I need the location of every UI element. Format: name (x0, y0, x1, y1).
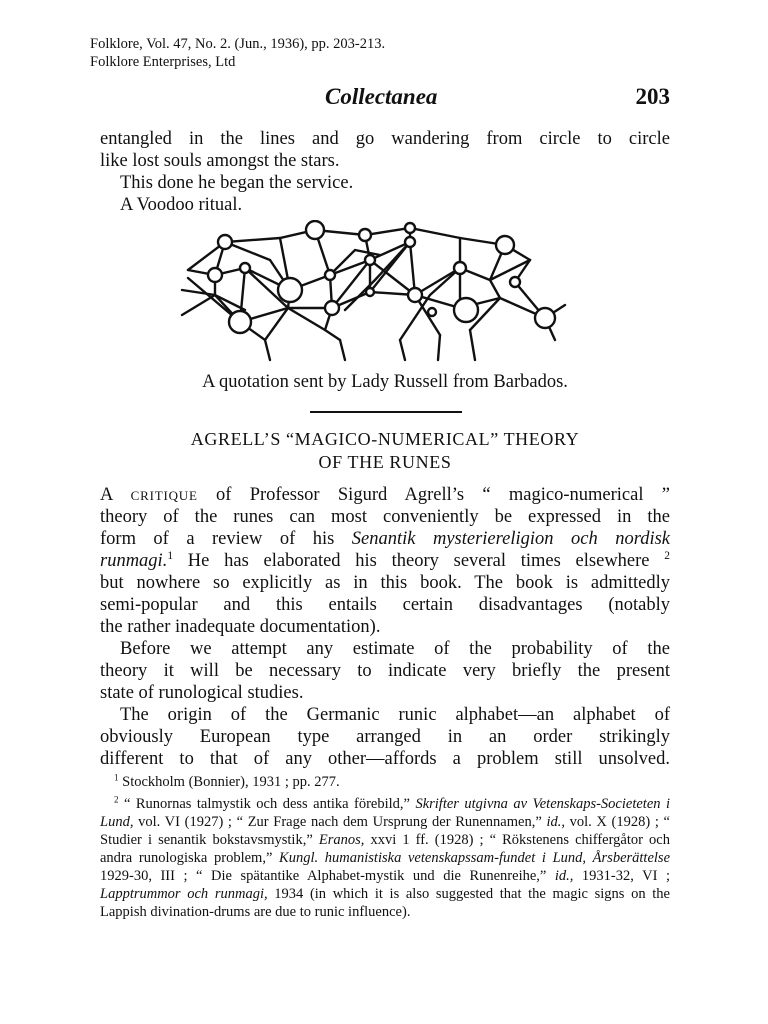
footnote-mark: 2 (114, 794, 119, 805)
book-title: runmagi. (100, 551, 168, 571)
section-heading (100, 428, 670, 474)
footnote-text: vol. X (1928) ; “ Studier i senantik bokstavsmystik,” (100, 814, 670, 848)
footnote-text: 1934 (in which it is also suggested that the magic signs on the Lappish divination-drums are due to runic influence). (100, 886, 670, 920)
text-span: He has elaborated his theory several times elsewhere (173, 551, 665, 571)
citation-title: Kungl. humanistiska vetenskapssam-fundet i Lund, Årsberättelse (279, 850, 671, 866)
figure-caption: A quotation sent by Lady Russell from Barbados. (202, 372, 568, 392)
figure-node (405, 237, 415, 247)
footnote-text: “ Runornas talmystik och dess antika förebild,” (118, 796, 416, 812)
section-heading-line1: AGRELL’S “MAGICO-NUMERICAL” THEORY (190, 429, 580, 449)
text-line: theory it will be necessary to indicate very briefly the present (100, 661, 670, 681)
figure-node (278, 278, 302, 302)
figure-node (229, 311, 251, 333)
text-line: A Voodoo ritual. (120, 195, 243, 215)
text-line: the rather inadequate documentation). (100, 617, 381, 637)
citation-journal: Folklore, Vol. 47, No. 2. (Jun., 1936), pp. 203-213. (90, 36, 386, 52)
footnote-text: 1931-32, VI ; (573, 868, 670, 884)
text-line: different to that of any other—affords a problem still unsolved. (100, 749, 670, 769)
section-divider (310, 411, 462, 413)
figure-node (496, 236, 514, 254)
footnote-mark: 1 (114, 772, 119, 783)
footnote-text: xxvi 1 ff. (1928) ; “ Rökstenens chiffergåtor och andra runologiska problem,” (100, 832, 670, 866)
text-line: semi-popular and this entails certain disadvantages (notably (100, 595, 670, 615)
text-line: The origin of the Germanic runic alphabet—an alphabet of (120, 705, 670, 725)
citation-title: id., (546, 814, 565, 830)
small-caps-word: critique (130, 485, 198, 505)
text-span: form of a review of his (100, 529, 352, 549)
figure-node (454, 262, 466, 274)
text-line (100, 528, 670, 550)
voodoo-diagram (170, 220, 590, 365)
figure-node (535, 308, 555, 328)
opening-text (100, 128, 670, 216)
figure-node (405, 223, 415, 233)
footnote-ref[interactable]: 1 (167, 550, 174, 563)
figure-node (218, 235, 232, 249)
figure-node (325, 270, 335, 280)
figure-node (365, 255, 375, 265)
text-line: like lost souls amongst the stars. (100, 151, 340, 171)
text-line: entangled in the lines and go wandering from circle to circle (100, 129, 670, 149)
text-line: Before we attempt any estimate of the probability of the (120, 639, 670, 659)
text-line: This done he began the service. (120, 173, 354, 193)
citation-title: id., (554, 868, 574, 884)
network-figure (170, 220, 590, 365)
citation-title: Eranos, (318, 832, 365, 848)
figure-node (366, 288, 374, 296)
article-body (100, 484, 670, 770)
figure-node (208, 268, 222, 282)
running-head-title: Collectanea (325, 84, 438, 109)
text-line (100, 484, 670, 506)
paragraph (100, 638, 670, 704)
figure-node (408, 288, 422, 302)
paragraph (100, 704, 670, 770)
page-number: 203 (635, 84, 670, 109)
figure-node (306, 221, 324, 239)
book-title: Senantik mysteriereligion och nordisk (351, 529, 671, 549)
text-line: but nowhere so explicitly as in this book. The book is admittedly (100, 573, 670, 593)
footnote-text: 1929-30, III ; “ Die spätantike Alphabet-mystik und die Runenreihe,” (100, 868, 555, 884)
footnote-ref[interactable]: 2 (664, 550, 670, 563)
figure-node (510, 277, 520, 287)
figure-node (325, 301, 339, 315)
text-line (100, 550, 670, 572)
figure-node (359, 229, 371, 241)
text-span: A (100, 485, 131, 505)
figure-line (345, 242, 460, 340)
figure-line (182, 295, 340, 340)
figure-node (240, 263, 250, 273)
figure-node (428, 308, 436, 316)
citation-publisher: Folklore Enterprises, Ltd (90, 54, 236, 70)
footnote-1 (100, 773, 670, 791)
text-line: theory of the runes can most conveniently be expressed in the (100, 507, 670, 527)
footnotes (100, 773, 670, 921)
citation-block (90, 35, 385, 71)
section-heading-line2: OF THE RUNES (318, 452, 452, 472)
figure-node (454, 298, 478, 322)
footnote-text: vol. VI (1927) ; “ Zur Frage nach dem Ursprung der Runennamen,” (133, 814, 547, 830)
text-line: obviously European type arranged in an order strikingly (100, 727, 670, 747)
text-line: state of runological studies. (100, 683, 304, 703)
text-span: of Professor Sigurd Agrell’s “ magico-numerical ” (197, 485, 670, 505)
figure-line (265, 330, 475, 360)
running-head (100, 84, 670, 112)
footnote-text: Stockholm (Bonnier), 1931 ; pp. 277. (118, 774, 340, 790)
paragraph (100, 484, 670, 638)
footnote-2 (100, 795, 670, 921)
citation-title: Lapptrummor och runmagi, (100, 886, 268, 902)
citation-title: Skrifter utgivna av Vetenskaps-Societeten i Lund, (100, 796, 670, 830)
